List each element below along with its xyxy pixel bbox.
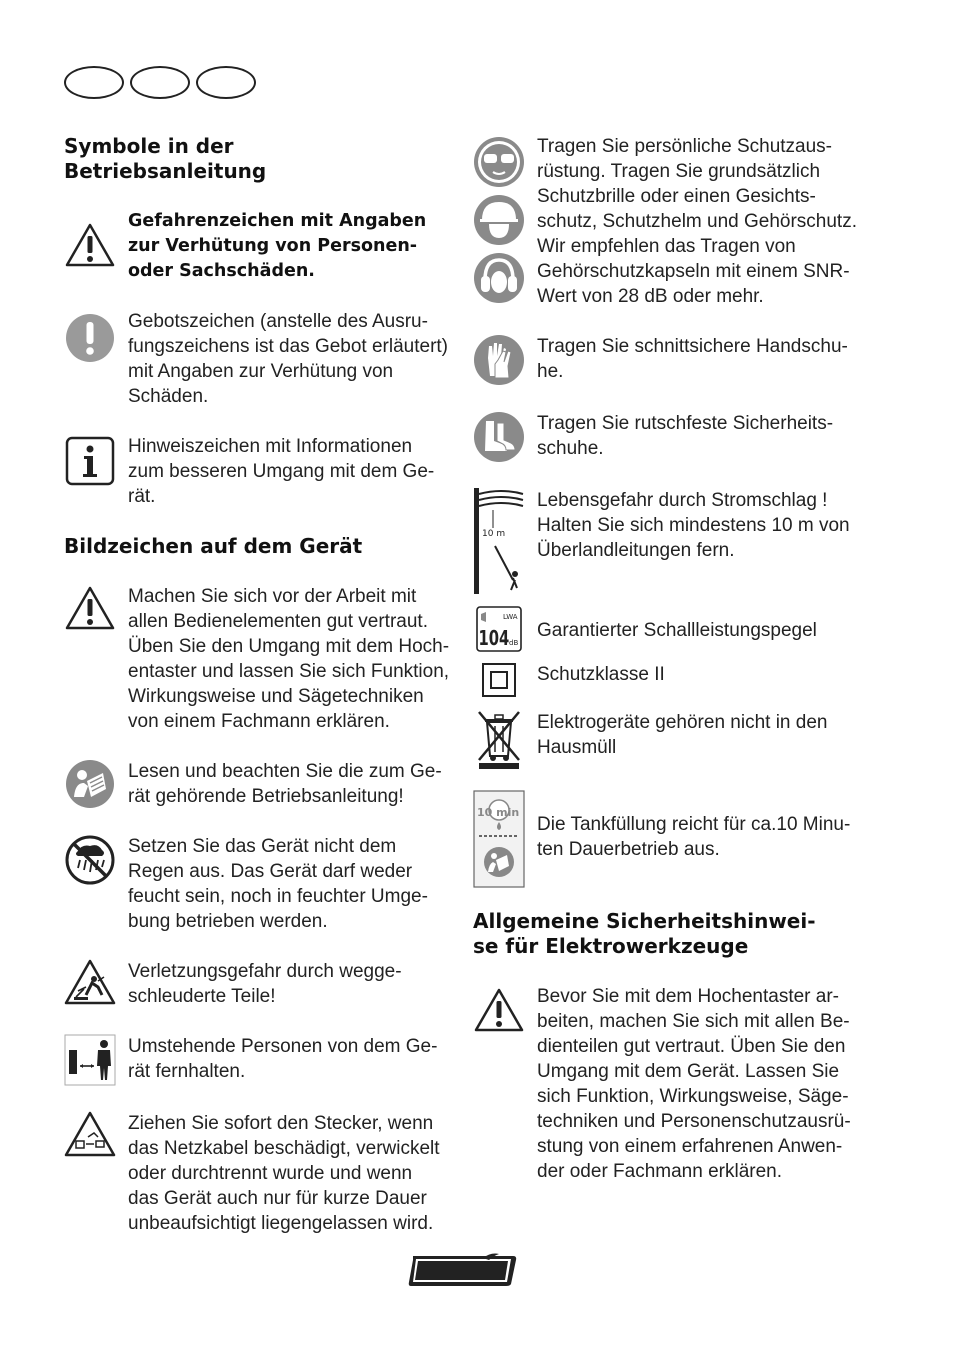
section-heading-symbols: Symbole in der Betriebsanleitung <box>64 134 267 183</box>
sound-level-label: LWA <box>503 613 518 621</box>
ear-protection-icon <box>473 252 525 304</box>
tank-entry <box>473 790 873 888</box>
right-column <box>473 134 873 1184</box>
symbol-info-text: Hinweiszeichen mit Informationen zum besseren Umgang mit dem Ge- rät. <box>128 436 435 507</box>
device-bystanders-entry <box>64 1034 454 1086</box>
info-icon <box>64 434 116 486</box>
sound-power-level-icon <box>473 606 525 652</box>
sound-level-entry <box>473 606 873 652</box>
warning-triangle-icon <box>64 209 116 267</box>
device-caution-entry <box>64 584 454 734</box>
power-lines-distance-label: 10 m <box>482 529 506 539</box>
tank-text: Die Tankfüllung reicht für ca.10 Minu- ten Dauerbetrieb aus. <box>537 814 851 860</box>
device-thrown-parts-text: Verletzungsgefahr durch wegge- schleuderte Teile! <box>128 961 402 1007</box>
helmet-icon <box>473 194 525 246</box>
safety-shoes-icon <box>473 411 525 463</box>
language-oval-1 <box>64 66 124 99</box>
general-safety-text: Bevor Sie mit dem Hochentaster ar- beiten, machen Sie sich mit allen Be- dienteilen gut vertraut. Üben Sie den Umgang mit dem Gerät. Lassen Sie sich Funktion, Wirkungsweise, Säge- techniken und Personenschutzausrü- stung von einem erfahrenen Anwen- der oder Fachmann erklären. <box>537 986 851 1182</box>
symbol-mandatory-entry <box>64 309 454 409</box>
ppe-entry <box>473 134 873 309</box>
device-thrown-parts-entry <box>64 959 454 1009</box>
warning-triangle-icon <box>64 584 116 630</box>
device-rain-text: Setzen Sie das Gerät nicht dem Regen aus. Das Gerät darf weder feucht sein, noch in feuchter Umge- bung betrieben werden. <box>128 836 428 932</box>
class2-entry <box>473 662 873 698</box>
symbol-warning-entry <box>64 209 454 284</box>
power-lines-icon <box>473 488 525 594</box>
symbol-info-entry <box>64 434 454 509</box>
ppe-icons <box>473 134 525 304</box>
florabest-logo <box>407 1252 519 1288</box>
keep-bystanders-away-icon <box>64 1034 116 1086</box>
thrown-objects-warning-icon <box>64 959 116 1005</box>
unplug-warning-icon <box>64 1111 116 1157</box>
device-manual-entry <box>64 759 454 809</box>
device-plug-text: Ziehen Sie sofort den Stecker, wenn das Netzkabel beschädigt, verwickelt oder durchtrennt wurde und wenn das Gerät auch nur für kurze Dauer unbeaufsichtigt liegengelassen wird. <box>128 1113 440 1234</box>
weee-entry <box>473 710 873 770</box>
section-heading-device-symbols: Bildzeichen auf dem Gerät <box>64 534 363 558</box>
sound-level-unit: dB <box>509 639 519 647</box>
shoes-entry <box>473 411 873 463</box>
symbol-warning-text: Gefahrenzeichen mit Angaben zur Verhütung von Personen- oder Sachschäden. <box>128 211 427 281</box>
tank-runtime-label: 10 min <box>477 806 520 819</box>
mandatory-sign-icon <box>64 309 116 363</box>
device-caution-text: Machen Sie sich vor der Arbeit mit allen Bedienelementen gut vertraut. Üben Sie den Umgang mit dem Hoch- entaster und lassen Sie sich Funktion, Wirkungsweise und Sägetechniken von einem Fachmann erklären. <box>128 586 450 732</box>
weee-text: Elektrogeräte gehören nicht in den Hausmüll <box>537 712 828 758</box>
device-bystanders-text: Umstehende Personen von dem Ge- rät fernhalten. <box>128 1036 438 1082</box>
read-manual-icon <box>64 759 116 809</box>
device-rain-entry <box>64 834 454 934</box>
device-manual-text: Lesen und beachten Sie die zum Ge- rät gehörende Betriebsanleitung! <box>128 761 442 807</box>
sound-level-text: Garantierter Schallleistungspegel <box>537 620 817 641</box>
ppe-text: Tragen Sie persönliche Schutzaus- rüstung. Tragen Sie grundsätzlich Schutzbrille oder einen Gesichts- schutz, Schutzhelm und Gehörschutz. Wir empfehlen das Tragen von Gehörschutzkapseln mit einem SNR- Wert von 28 dB oder mehr. <box>537 136 857 307</box>
device-plug-entry <box>64 1111 454 1236</box>
warning-triangle-icon <box>473 984 525 1032</box>
left-column <box>64 134 454 1236</box>
gloves-icon <box>473 334 525 386</box>
class2-text: Schutzklasse II <box>537 664 665 685</box>
symbol-mandatory-text: Gebotszeichen (anstelle des Ausru- fungszeichens ist das Gebot erläutert) mit Angaben zur Verhütung von Schäden. <box>128 311 449 407</box>
power-lines-text: Lebensgefahr durch Stromschlag ! Halten Sie sich mindestens 10 m von Überlandleitungen fern. <box>537 490 850 561</box>
section-heading-general-safety: Allgemeine Sicherheitshinwei- se für Elektrowerkzeuge <box>473 909 816 958</box>
language-oval-2 <box>130 66 190 99</box>
gloves-entry <box>473 334 873 386</box>
protection-class-2-icon <box>473 662 525 698</box>
language-ovals <box>64 66 256 99</box>
gloves-text: Tragen Sie schnittsichere Handschu- he. <box>537 336 848 382</box>
general-safety-entry <box>473 984 873 1184</box>
shoes-text: Tragen Sie rutschfeste Sicherheits- schuhe. <box>537 413 834 459</box>
no-rain-icon <box>64 834 116 886</box>
sound-level-value: 104 <box>478 627 510 651</box>
language-oval-3 <box>196 66 256 99</box>
safety-goggles-icon <box>473 136 525 188</box>
power-lines-entry <box>473 488 873 594</box>
tank-runtime-icon <box>473 790 525 888</box>
weee-bin-icon <box>473 710 525 770</box>
